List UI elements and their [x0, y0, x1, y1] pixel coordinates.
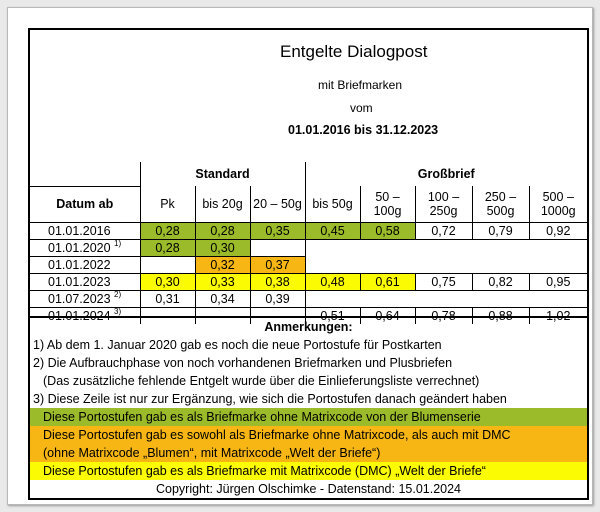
price-cell: 0,30 — [140, 273, 195, 290]
price-cell: 0,92 — [529, 222, 587, 239]
price-cell: 0,45 — [305, 222, 360, 239]
legend-orange-detail: (ohne Matrixcode „Blumen“, mit Matrixcode „Welt der Briefe“) — [30, 444, 587, 462]
row-footnote-ref: 2) — [114, 290, 122, 299]
price-cell — [305, 239, 360, 256]
note-1: 1) Ab dem 1. Januar 2020 gab es noch die neue Portostufe für Postkarten — [33, 338, 442, 352]
row-footnote-ref: 1) — [114, 239, 122, 248]
price-cell — [472, 290, 529, 307]
tariff-sheet — [28, 28, 589, 500]
price-cell — [529, 290, 587, 307]
price-cell — [472, 239, 529, 256]
col-50-100: 50 – 100g — [360, 186, 415, 222]
table-row — [30, 256, 587, 273]
subtitle: mit Briefmarken — [318, 78, 403, 92]
price-cell: 0,48 — [305, 273, 360, 290]
price-cell: 0,31 — [140, 290, 195, 307]
price-cell — [305, 256, 360, 273]
row-date: 01.01.2016 — [30, 222, 140, 239]
col-bis50: bis 50g — [305, 186, 360, 222]
table-row — [30, 222, 587, 239]
price-cell — [250, 239, 305, 256]
price-cell — [305, 290, 360, 307]
price-cell: 0,82 — [472, 273, 529, 290]
row-date: 01.01.2022 — [30, 256, 140, 273]
col-500-1000: 500 – 1000g — [529, 186, 587, 222]
copyright: Copyright: Jürgen Olschimke - Datenstand: 15.01.2024 — [155, 482, 462, 496]
table-row — [30, 273, 587, 290]
price-cell: 0,28 — [140, 222, 195, 239]
row-date: 01.07.2023 $^{2)}$ — [30, 290, 140, 307]
price-table — [30, 162, 587, 324]
price-cell: 0,32 — [195, 256, 250, 273]
price-cell: 0,79 — [472, 222, 529, 239]
col-250-500: 250 – 500g — [472, 186, 529, 222]
notes-section — [30, 316, 587, 498]
price-cell: 0,95 — [529, 273, 587, 290]
price-cell: 0,88 — [472, 307, 529, 324]
page-title: Entgelte Dialogpost — [280, 42, 428, 61]
price-cell: 0,30 — [195, 239, 250, 256]
period: 01.01.2016 bis 31.12.2023 — [288, 123, 439, 137]
price-cell — [529, 256, 587, 273]
col-bis20: bis 20g — [195, 186, 250, 222]
col-date: Datum ab — [30, 186, 140, 222]
note-2: 2) Die Aufbrauchphase von noch vorhandenen Briefmarken und Plusbriefen — [33, 356, 453, 370]
group-standard: Standard — [140, 162, 305, 186]
note-2-detail: (Das zusätzliche fehlende Entgelt wurde über die Einlieferungsliste verrechnet) — [43, 374, 480, 388]
vom-label: vom — [350, 101, 373, 115]
price-cell — [415, 239, 472, 256]
col-20-50: 20 – 50g — [250, 186, 305, 222]
col-100-250: 100 – 250g — [415, 186, 472, 222]
table-row — [30, 239, 587, 256]
note-3: 3) Diese Zeile ist nur zur Ergänzung, wie sich die Portostufen danach geändert haben — [33, 392, 507, 406]
price-cell: 0,51 — [305, 307, 360, 324]
price-cell: 0,35 — [250, 222, 305, 239]
price-cell: 1,02 — [546, 308, 571, 323]
price-cell — [415, 290, 472, 307]
legend-orange: Diese Portostufen gab es sowohl als Briefmarke ohne Matrixcode, als auch mit DMC — [30, 426, 587, 444]
table-row — [30, 290, 587, 307]
price-cell: 0,64 — [360, 307, 415, 324]
page-frame — [7, 7, 593, 505]
price-cell: 0,37 — [250, 256, 305, 273]
price-cell: 0,28 — [140, 239, 195, 256]
row-date: 01.01.2023 — [30, 273, 140, 290]
price-cell: 0,75 — [415, 273, 472, 290]
header-spacer — [30, 162, 140, 186]
price-cell: 0,38 — [250, 273, 305, 290]
col-pk: Pk — [140, 186, 195, 222]
price-cell — [360, 290, 415, 307]
row-date: 01.01.2024 $^{3)}$ — [30, 307, 140, 324]
notes-heading: Anmerkungen: — [264, 320, 353, 334]
price-cell: 0,34 — [195, 290, 250, 307]
price-cell: 0,72 — [415, 222, 472, 239]
price-cell — [360, 239, 415, 256]
price-cell: 0,78 — [415, 307, 472, 324]
legend-yellow: Diese Portostufen gab es als Briefmarke mit Matrixcode (DMC) „Welt der Briefe“ — [30, 462, 587, 480]
legend-green: Diese Portostufen gab es als Briefmarke ohne Matrixcode von der Blumenserie — [30, 408, 587, 426]
group-grossbrief: Großbrief — [305, 162, 587, 186]
price-cell: 0,61 — [360, 273, 415, 290]
price-cell: 0,39 — [250, 290, 305, 307]
price-cell — [360, 256, 415, 273]
price-cell — [140, 256, 195, 273]
row-footnote-ref: 3) — [114, 307, 122, 316]
price-cell: 0,58 — [360, 222, 415, 239]
price-cell — [529, 239, 587, 256]
price-cell — [472, 256, 529, 273]
price-cell: 0,28 — [195, 222, 250, 239]
price-cell: 0,33 — [195, 273, 250, 290]
price-cell — [415, 256, 472, 273]
row-date: 01.01.2020 $^{1)}$ — [30, 239, 140, 256]
